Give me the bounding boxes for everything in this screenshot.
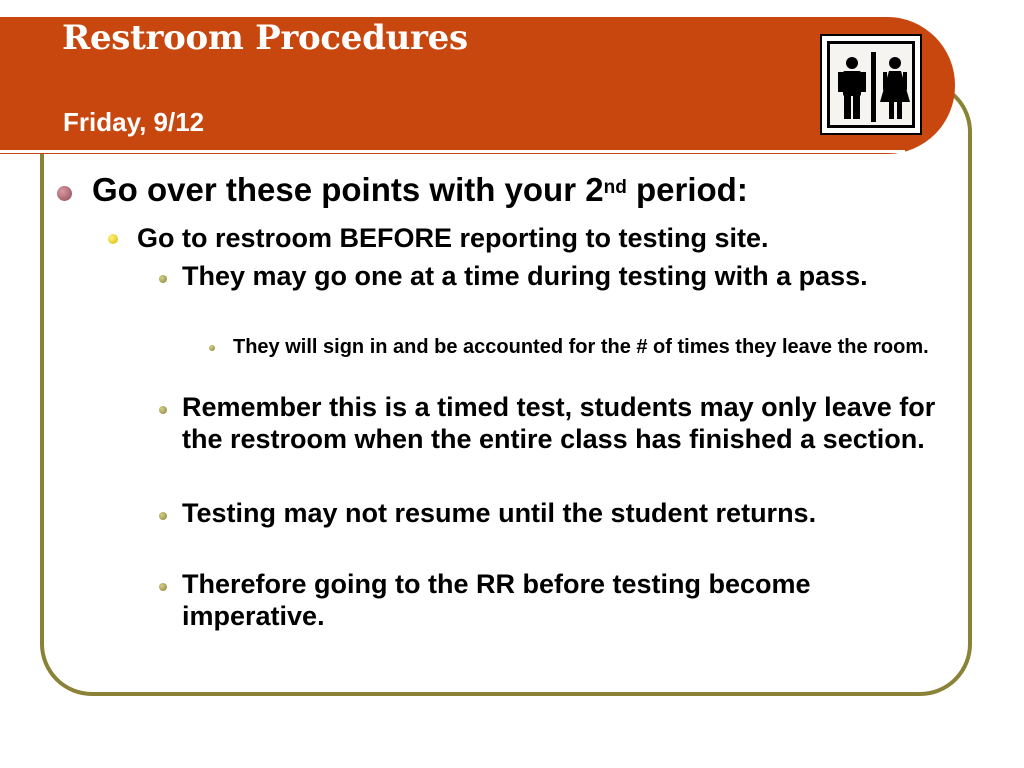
slide-title: Restroom Procedures — [62, 18, 468, 58]
bullet-level3 — [159, 406, 167, 414]
bullet-item-level2: Go to restroom BEFORE reporting to testing site. — [137, 223, 769, 253]
bullet-item-level3: They may go one at a time during testing with a pass. — [182, 261, 868, 291]
bullet-level3 — [159, 583, 167, 591]
bullet-level3 — [159, 512, 167, 520]
bullet-item-level3: Remember this is a timed test, students may only leave for the restroom when the entire class has finished a section. — [182, 392, 936, 454]
slide-subtitle: Friday, 9/12 — [63, 107, 205, 137]
ordinal-suffix: nd — [603, 177, 627, 198]
bullet-item-level4: They will sign in and be accounted for the # of times they leave the room. — [233, 336, 929, 358]
bullet-item-level1 — [92, 171, 952, 209]
bullet-level1 — [57, 186, 72, 201]
bullet-level3 — [159, 275, 167, 283]
bullet-item-level3: Testing may not resume until the student returns. — [182, 498, 817, 528]
bullet-text: Go over these points with your 2 — [92, 171, 604, 208]
bullet-item-level3: Therefore going to the RR before testing become imperative. — [182, 569, 811, 631]
bullet-level2 — [108, 234, 118, 244]
bullet-level4 — [209, 345, 215, 351]
bullet-text-end: period: — [626, 171, 748, 208]
